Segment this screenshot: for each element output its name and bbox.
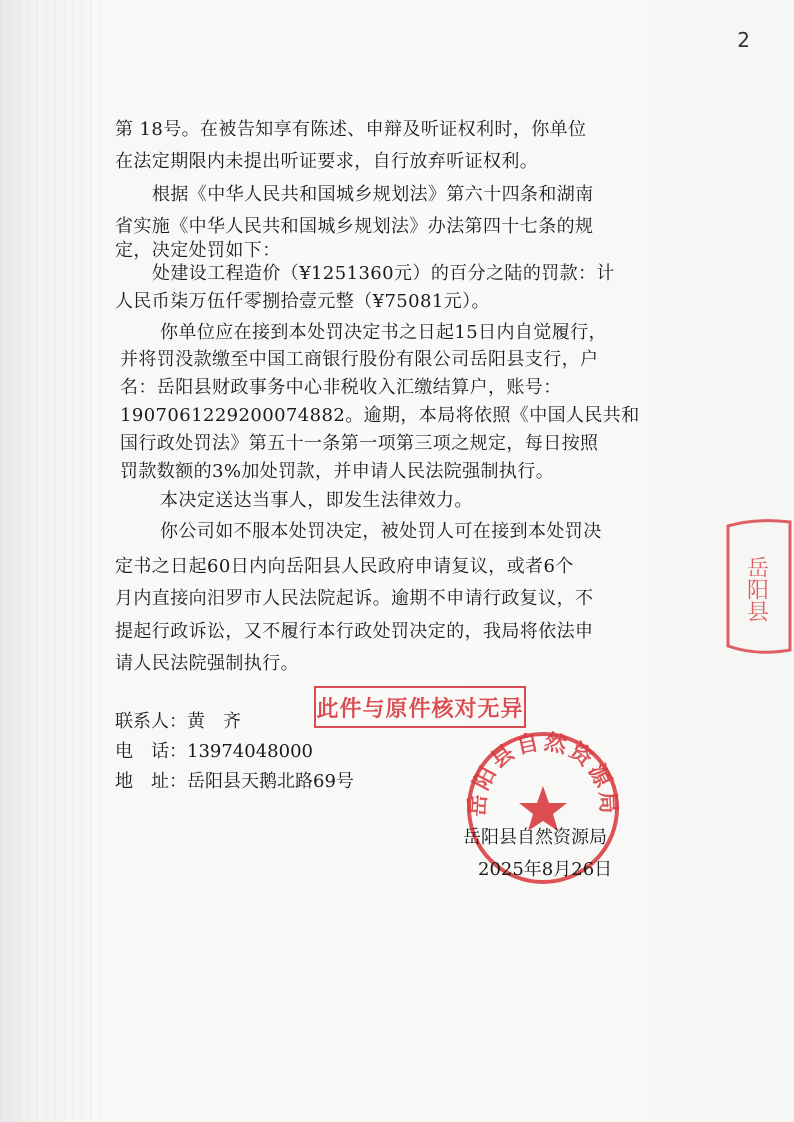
- page-number: 2: [737, 28, 750, 52]
- body-line: 1907061229200074882。逾期，本局将依照《中国人民共和: [120, 405, 640, 426]
- side-seal-text: 岳阳县: [743, 556, 769, 622]
- body-line: 名：岳阳县财政事务中心非税收入汇缴结算户，账号：: [120, 377, 562, 398]
- binding-edge: [0, 0, 105, 1122]
- contact-person-value: 黄 齐: [187, 711, 241, 732]
- issue-date: 2025年8月26日: [478, 859, 613, 880]
- body-line: 你单位应在接到本处罚决定书之日起15日内自觉履行，: [160, 322, 607, 343]
- body-line: 本决定送达当事人，即发生法律效力。: [160, 490, 473, 511]
- contact-address-label: 地 址：: [115, 771, 187, 792]
- body-line: 你公司如不服本处罚决定，被处罚人可在接到本处罚决: [160, 521, 602, 542]
- body-line: 在法定期限内未提出听证要求，自行放弃听证权利。: [115, 151, 539, 172]
- contact-phone-value: 13974048000: [187, 741, 313, 762]
- contact-phone-label: 电 话：: [115, 741, 187, 762]
- contact-address-value: 岳阳县天鹅北路69号: [187, 771, 354, 792]
- body-line: 人民币柒万伍仟零捌拾壹元整（¥75081元）。: [115, 291, 490, 312]
- body-line: 国行政处罚法》第五十一条第一项第三项之规定，每日按照: [120, 433, 599, 454]
- body-line: 罚款数额的3%加处罚款，并申请人民法院强制执行。: [120, 461, 555, 482]
- body-line: 并将罚没款缴至中国工商银行股份有限公司岳阳县支行，户: [120, 349, 599, 370]
- seal-star-icon: [519, 786, 567, 831]
- body-line: 定，决定处罚如下：: [115, 240, 281, 261]
- body-line: 第 18号。在被告知享有陈述、申辩及听证权利时，你单位: [115, 119, 587, 140]
- verify-stamp: 此件与原件核对无异: [314, 686, 526, 728]
- body-line: 根据《中华人民共和国城乡规划法》第六十四条和湖南: [152, 184, 594, 205]
- seal-text: 岳阳县自然资源局: [465, 729, 621, 818]
- issuer-name: 岳阳县自然资源局: [463, 827, 607, 848]
- body-line: 定书之日起60日内向岳阳县人民政府申请复议，或者6个: [115, 556, 574, 577]
- contact-person-label: 联系人：: [115, 711, 187, 732]
- body-line: 处建设工程造价（¥1251360元）的百分之陆的罚款：计: [152, 263, 615, 284]
- contact-address: [115, 770, 354, 794]
- body-line: 请人民法院强制执行。: [115, 653, 299, 674]
- body-line: 月内直接向汨罗市人民法院起诉。逾期不申请行政复议，不: [115, 588, 594, 609]
- contact-phone: [115, 740, 313, 764]
- side-seal: [716, 516, 794, 656]
- contact-person: [115, 710, 241, 734]
- body-line: 提起行政诉讼，又不履行本行政处罚决定的，我局将依法申: [115, 621, 594, 642]
- body-line: 省实施《中华人民共和国城乡规划法》办法第四十七条的规: [115, 216, 594, 237]
